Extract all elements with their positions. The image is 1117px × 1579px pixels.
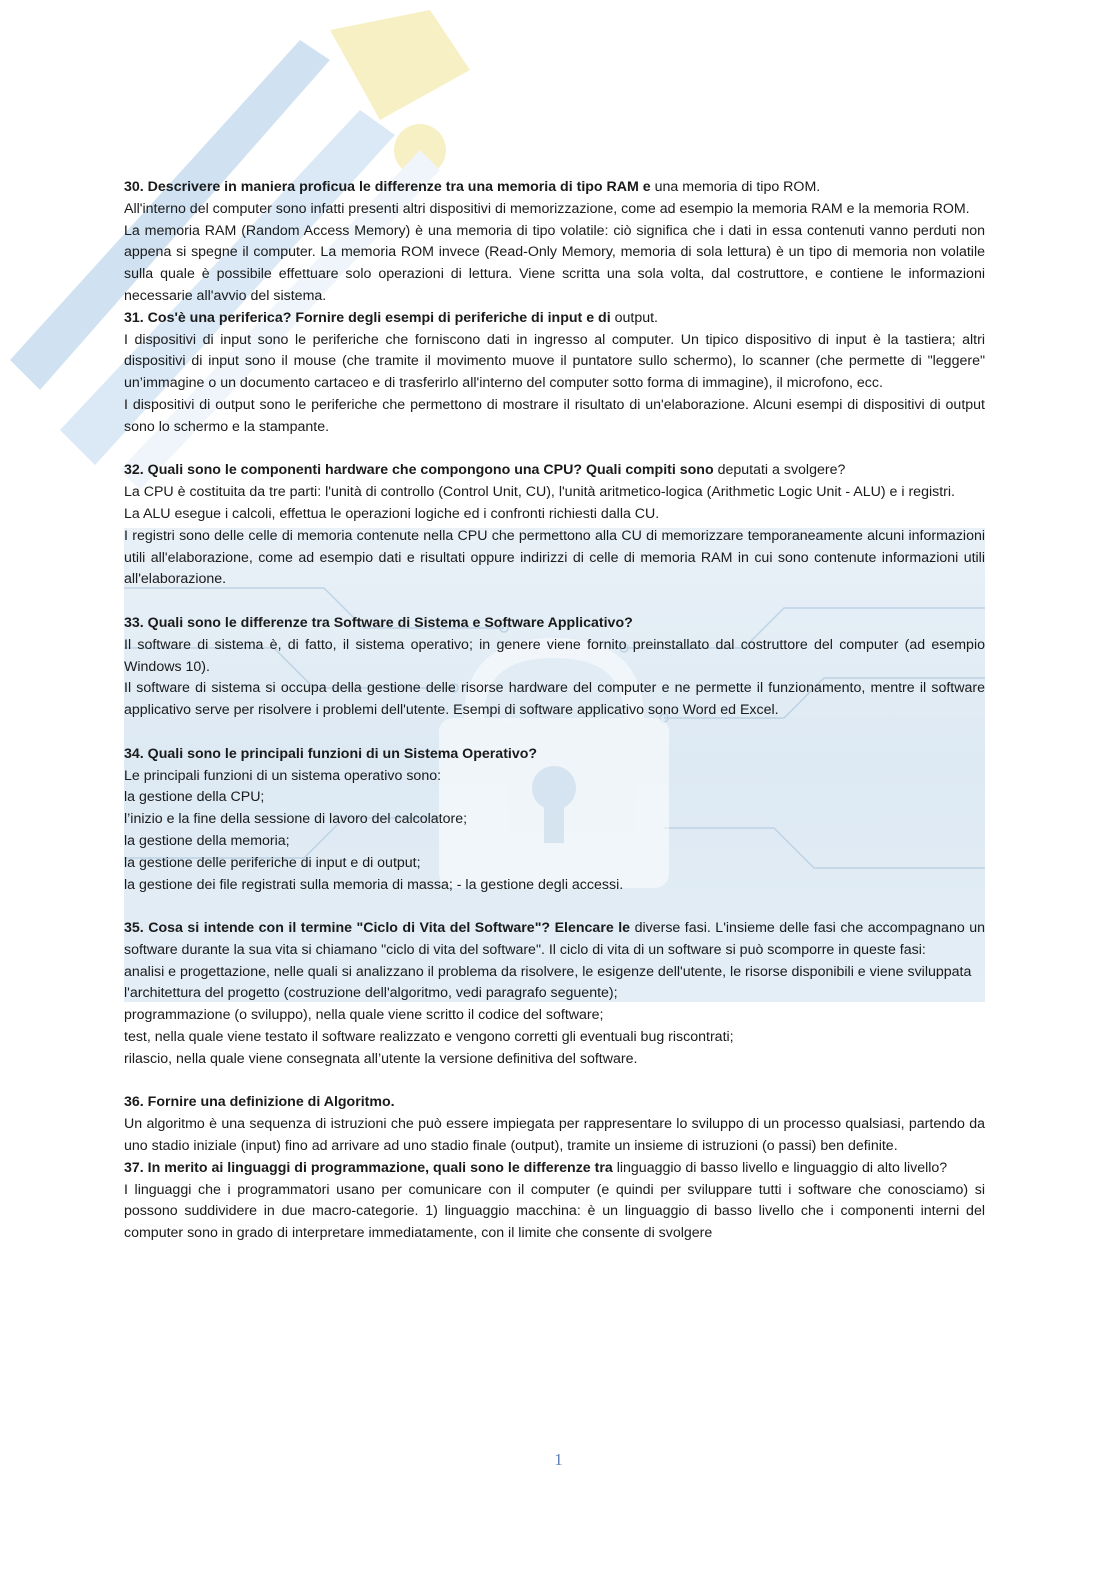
question-35-title bbox=[124, 918, 985, 962]
question-30-heading: 30. Descrivere in maniera proficua le differenze tra una memoria di tipo RAM e bbox=[124, 179, 651, 195]
question-32-heading-tail: deputati a svolgere? bbox=[717, 462, 846, 479]
question-36-heading: 36. Fornire una definizione di Algoritmo. bbox=[124, 1094, 395, 1111]
question-35-heading-tail: diverse fasi. L'insieme delle fasi che accompagnano un software durante la sua vita si chiamano "ciclo di vita del software". Il ciclo di vita di un software si può scomporre in queste fasi: bbox=[124, 920, 985, 958]
question-31-title bbox=[124, 308, 985, 330]
spacer bbox=[124, 896, 985, 918]
question-31-paragraph-1: I dispositivi di input sono le periferiche che forniscono dati in ingresso al computer. Un tipico dispositivo di input è la tastiera; altri dispositivi di input sono il mouse (che tramite il movimento muove il puntatore sullo schermo), lo scanner (che permette di "leggere" un’immagine o un documento cartaceo e di trasferirlo all'interno del computer sotto forma di immagine), il microfono, ecc. bbox=[124, 331, 985, 392]
question-36-paragraph-1: Un algoritmo è una sequenza di istruzioni che può essere impiegata per rappresentare lo sviluppo di un processo qualsiasi, partendo da uno stadio iniziale (input) fino ad arrivare ad uno stadio finale (output), tramite un insieme di istruzioni (o passi) ben definite. bbox=[124, 1116, 985, 1155]
question-31-paragraph-2: I dispositivi di output sono le periferiche che permettono di mostrare il risultato di un'elaborazione. Alcuni esempi di dispositivi di output sono lo schermo e la stampante. bbox=[124, 396, 985, 435]
question-31-heading-tail: output. bbox=[614, 309, 658, 326]
question-34-intro: Le principali funzioni di un sistema operativo sono: bbox=[124, 767, 442, 784]
question-30-heading-tail: una memoria di tipo ROM. bbox=[654, 179, 821, 195]
question-37-title bbox=[124, 1158, 985, 1180]
question-35-list-item: analisi e progettazione, nelle quali si analizzano il problema da risolvere, le esigenze dell'utente, le risorse disponibili e viene sviluppata l'architettura del progetto (costruzione dell'algoritmo, vedi paragrafo seguente); bbox=[124, 963, 972, 1002]
question-35-list-item: test, nella quale viene testato il software realizzato e vengono corretti gli eventuali bug riscontrati; bbox=[124, 1029, 734, 1046]
spacer bbox=[124, 722, 985, 744]
question-37-heading: 37. In merito ai linguaggi di programmazione, quali sono le differenze tra bbox=[124, 1159, 613, 1176]
question-37-paragraph-1: I linguaggi che i programmatori usano per comunicare con il computer (e quindi per sviluppare tutti i software che conosciamo) si possono suddividere in due macro-categorie. 1) linguaggio macchina: è un linguaggio di basso livello che i componenti interni del computer sono in grado di interpretare immediatamente, con il limite che consente di svolgere bbox=[124, 1181, 985, 1242]
question-34-list-item: la gestione della CPU; bbox=[124, 789, 265, 806]
document-body bbox=[124, 177, 985, 1245]
question-37-heading-tail: linguaggio di basso livello e linguaggio di alto livello? bbox=[616, 1159, 948, 1176]
question-34-list-item: l’inizio e la fine della sessione di lavoro del calcolatore; bbox=[124, 811, 468, 828]
question-34-list-item: la gestione dei file registrati sulla memoria di massa; - la gestione degli accessi. bbox=[124, 876, 624, 893]
spacer bbox=[124, 591, 985, 613]
question-33-paragraph-1: Il software di sistema è, di fatto, il sistema operativo; in genere viene fornito preinstallato dal costruttore del computer (ad esempio Windows 10). bbox=[124, 636, 985, 675]
question-30-paragraph-1: All'interno del computer sono infatti presenti altri dispositivi di memorizzazione, come ad esempio la memoria RAM e la memoria ROM. bbox=[124, 200, 970, 217]
question-32-title bbox=[124, 460, 985, 482]
question-32-paragraph-2: La ALU esegue i calcoli, effettua le operazioni logiche ed i confronti richiesti dalla CU. bbox=[124, 505, 660, 522]
question-34-list-item: la gestione delle periferiche di input e di output; bbox=[124, 854, 421, 871]
question-32-paragraph-1: La CPU è costituita da tre parti: l'unità di controllo (Control Unit, CU), l'unità aritmetico-logica (Arithmetic Logic Unit - ALU) e i registri. bbox=[124, 484, 955, 501]
question-31-heading: 31. Cos'è una periferica? Fornire degli esempi di periferiche di input e di bbox=[124, 309, 611, 326]
question-34-list-item: la gestione della memoria; bbox=[124, 832, 290, 849]
question-32-paragraph-3: I registri sono delle celle di memoria contenute nella CPU che permettono alla CU di memorizzare temporaneamente alcuni informazioni utili all'elaborazione, come ad esempio dati e risultati oppure indirizzi di celle di memoria RAM in cui sono contenute informazioni utili all'elaborazione. bbox=[124, 527, 985, 588]
question-35-heading: 35. Cosa si intende con il termine "Ciclo di Vita del Software"? Elencare le bbox=[124, 920, 631, 937]
question-34-heading: 34. Quali sono le principali funzioni di un Sistema Operativo? bbox=[124, 745, 538, 762]
question-35-list-item: programmazione (o sviluppo), nella quale viene scritto il codice del software; bbox=[124, 1007, 604, 1024]
question-33-heading: 33. Quali sono le differenze tra Software di Sistema e Software Applicativo? bbox=[124, 614, 633, 631]
question-33-paragraph-2: Il software di sistema si occupa della gestione delle risorse hardware del computer e ne permette il funzionamento, mentre il software applicativo serve per risolvere i problemi dell'utente. Esempi di software applicativo sono Word ed Excel. bbox=[124, 680, 985, 719]
page-number: 1 bbox=[554, 1450, 563, 1469]
question-32-heading: 32. Quali sono le componenti hardware che compongono una CPU? Quali compiti sono bbox=[124, 462, 714, 479]
question-30-title bbox=[124, 177, 985, 199]
question-35-list-item: rilascio, nella quale viene consegnata all’utente la versione definitiva del software. bbox=[124, 1050, 638, 1067]
question-30-paragraph-2: La memoria RAM (Random Access Memory) è una memoria di tipo volatile: ciò significa che i dati in essa contenuti vanno perduti non appena si spegne il computer. La memoria ROM invece (Read-Only Memory, memoria di sola lettura) è un tipo di memoria non volatile sulla quale è possibile effettuare solo operazioni di lettura. Viene scritta una sola volta, dal costruttore, e contiene le informazioni necessarie all'avvio del sistema. bbox=[124, 222, 985, 304]
spacer bbox=[124, 1071, 985, 1093]
spacer bbox=[124, 439, 985, 461]
